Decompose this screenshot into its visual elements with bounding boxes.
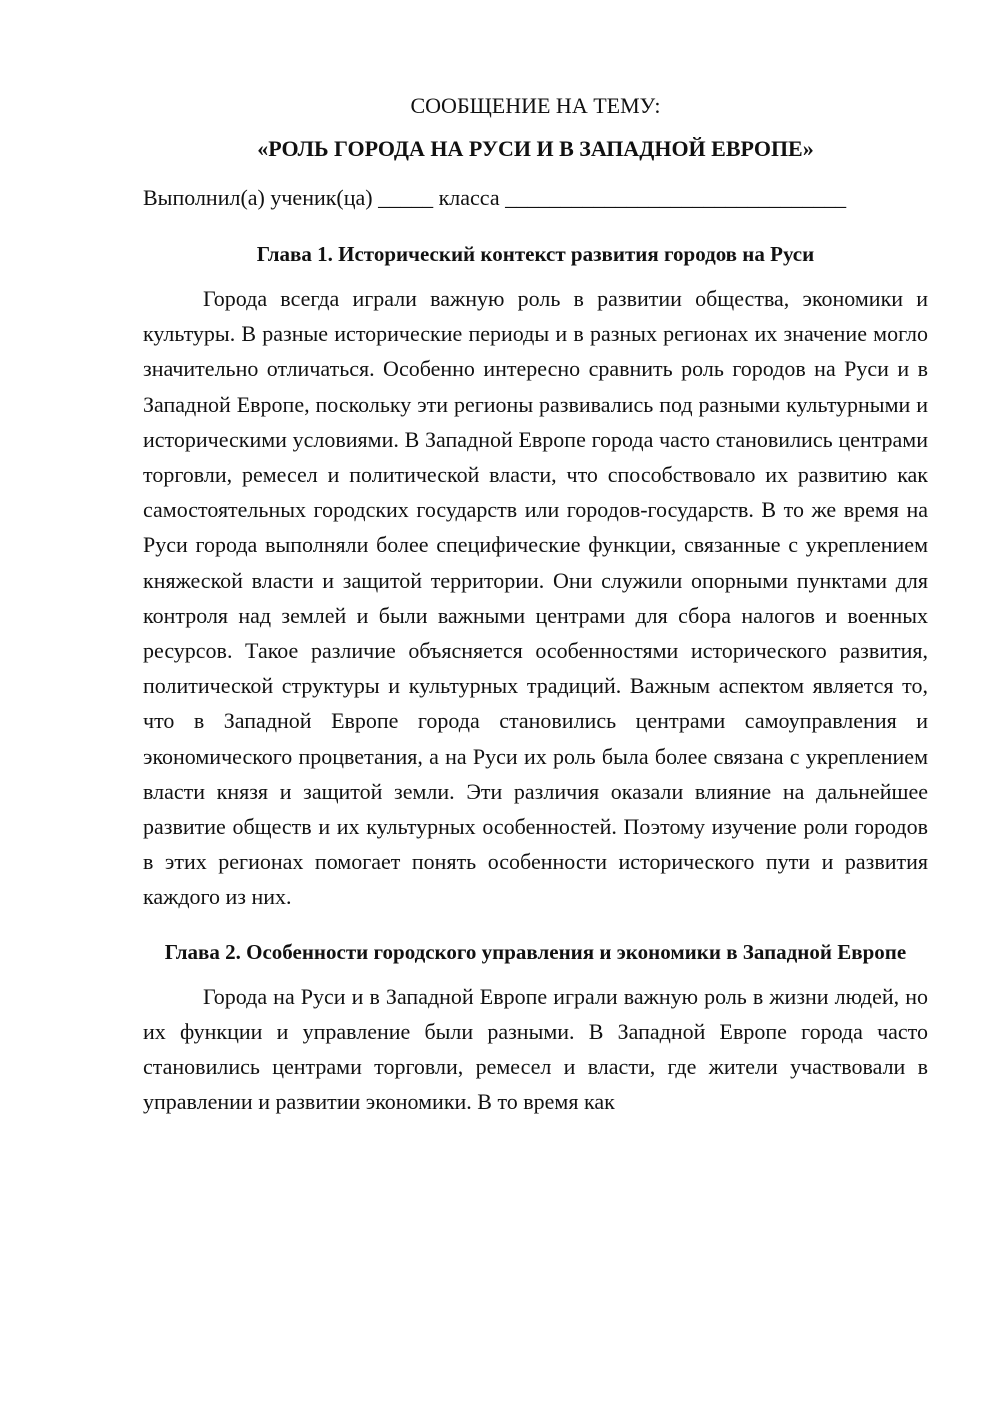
chapter-2-paragraph: Города на Руси и в Западной Европе играли важную роль в жизни людей, но их функции и управление были разными. В Западной Европе города часто становились центрами торговли, ремесел и власти, где жители участвовали в управлении и развитии экономики. В то время как — [143, 983, 928, 1115]
chapter-1-heading: Глава 1. Исторический контекст развития городов на Руси — [256, 242, 815, 266]
document-page — [143, 88, 928, 1119]
document-title-line1: СООБЩЕНИЕ НА ТЕМУ: — [410, 93, 661, 118]
student-line: Выполнил(а) ученик(ца) _____ класса _______________________________ — [143, 185, 847, 210]
chapter-1-paragraph: Города всегда играли важную роль в развитии общества, экономики и культуры. В разные исторические периоды и в разных регионах их значение могло значительно отличаться. Особенно интересно сравнить роль городов на Руси и в Западной Европе, поскольку эти регионы развивались под разными культурными и историческими условиями. В Западной Европе города часто становились центрами торговли, ремесел и политической власти, что способствовало их развитию как самостоятельных городских государств или городов-государств. В то же время на Руси города выполняли более специфические функции, связанные с укреплением княжеской власти и защитой территории. Они служили опорными пунктами для контроля над землей и были важными центрами для сбора налогов и военных ресурсов. Такое различие объясняется особенностями исторического развития, политической структуры и культурных традиций. Важным аспектом является то, что в Западной Европе города становились центрами самоуправления и экономического процветания, а на Руси их роль была более связана с укреплением власти князя и защитой земли. Эти различия оказали влияние на дальнейшее развитие обществ и их культурных особенностей. Поэтому изучение роли городов в этих регионах помогает понять особенности исторического пути и развития каждого из них. — [143, 286, 928, 910]
document-title-line2: «РОЛЬ ГОРОДА НА РУСИ И В ЗАПАДНОЙ ЕВРОПЕ» — [257, 136, 814, 161]
chapter-2-heading: Глава 2. Особенности городского управления и экономики в Западной Европе — [164, 939, 907, 964]
